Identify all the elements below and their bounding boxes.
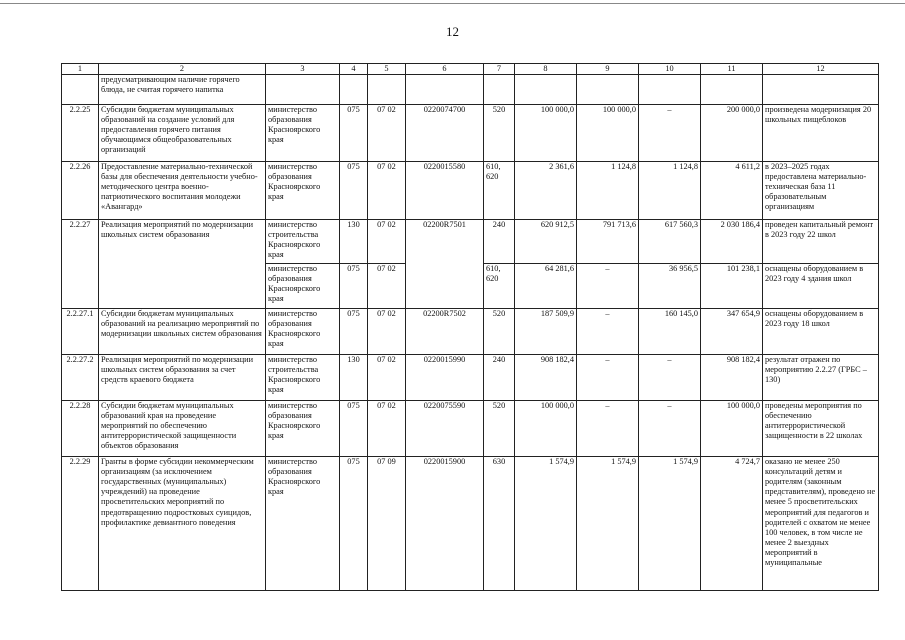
cell-id: 2.2.27.1 [62,309,99,355]
cell-year-1: 100 000,0 [515,105,577,162]
cell-year-2: – [577,309,639,355]
cell-expense-type: 610, 620 [484,162,515,220]
cell-grbs-code: 075 [340,162,368,220]
cell-year-2: – [577,355,639,401]
cell-id: 2.2.27.2 [62,355,99,401]
cell-total: 908 182,4 [701,355,763,401]
header-cell: 5 [368,64,406,75]
cell-target: 02200R7502 [406,309,484,355]
cell-section: 07 09 [368,457,406,591]
cell-grbs-code: 075 [340,309,368,355]
cell-id: 2.2.25 [62,105,99,162]
cell-grbs-code: 075 [340,457,368,591]
cell-grbs: министерство образования Красноярского края [266,162,340,220]
cell-year-1: 64 281,6 [515,264,577,309]
cell-year-1: 2 361,6 [515,162,577,220]
cell-total: 100 000,0 [701,401,763,457]
cell-total: 4 724,7 [701,457,763,591]
cell-target: 0220015900 [406,457,484,591]
cell-grbs: министерство образования Красноярского края [266,309,340,355]
cell-section: 07 02 [368,309,406,355]
cell-expense-type: 240 [484,355,515,401]
cell-name: Реализация мероприятий по модернизации школьных систем образования за счет средств краевого бюджета [99,355,266,401]
cell-target: 0220015580 [406,162,484,220]
cell-year-2: 1 124,8 [577,162,639,220]
cell-year-3: 1 574,9 [639,457,701,591]
cell-name: предусматривающим наличие горячего блюда, не считая горячего напитка [99,75,266,105]
cell-total: 347 654,9 [701,309,763,355]
cell-result: в 2023–2025 годах предоставлена материально-техническая база 11 образовательным организациям [763,162,879,220]
header-cell: 8 [515,64,577,75]
cell-expense-type: 520 [484,309,515,355]
cell-grbs: министерство образования Красноярского края [266,401,340,457]
cell-grbs-code: 130 [340,355,368,401]
budget-table [61,63,879,591]
header-cell: 6 [406,64,484,75]
cell-name: Субсидии бюджетам муниципальных образований на реализацию мероприятий по модернизации школьных систем образования [99,309,266,355]
cell-grbs: министерство образования Красноярского края [266,457,340,591]
cell-result: результат отражен по мероприятию 2.2.27 (ГРБС – 130) [763,355,879,401]
cell-id: 2.2.26 [62,162,99,220]
cell-year-3: 160 145,0 [639,309,701,355]
cell-result: оснащены оборудованием в 2023 году 4 здания школ [763,264,879,309]
cell-grbs-code: 075 [340,401,368,457]
table-row [62,162,879,220]
cell-year-3: – [639,401,701,457]
cell-name: Субсидии бюджетам муниципальных образований на создание условий для предоставления горячего питания обучающимся общеобразовательных организаций [99,105,266,162]
cell-total: 200 000,0 [701,105,763,162]
cell-grbs: министерство образования Красноярского края [266,264,340,309]
cell-year-1: 908 182,4 [515,355,577,401]
cell-year-3: 617 560,3 [639,220,701,264]
cell-year-3: – [639,355,701,401]
cell-name: Предоставление материально-технической базы для обеспечения деятельности учебно-методического центра военно-патриотического воспитания молодежи «Авангард» [99,162,266,220]
cell-id: 2.2.28 [62,401,99,457]
cell-section: 07 02 [368,162,406,220]
header-cell: 4 [340,64,368,75]
page-number: 12 [446,24,459,39]
cell-year-2: 791 713,6 [577,220,639,264]
cell-id: 2.2.29 [62,457,99,591]
header-cell: 7 [484,64,515,75]
cell-expense-type: 520 [484,105,515,162]
cell-target: 0220074700 [406,105,484,162]
cell-total: 4 611,2 [701,162,763,220]
header-cell: 10 [639,64,701,75]
cell-target: 0220015990 [406,355,484,401]
cell-year-2: – [577,264,639,309]
table-row [62,457,879,591]
cell-grbs-code: 130 [340,220,368,264]
cell-target: 0220075590 [406,401,484,457]
header-cell: 3 [266,64,340,75]
cell-grbs: министерство строительства Красноярского края [266,355,340,401]
cell-section: 07 02 [368,105,406,162]
table-row [62,105,879,162]
cell-total: 2 030 186,4 [701,220,763,264]
cell-expense-type: 520 [484,401,515,457]
cell-year-3: 36 956,5 [639,264,701,309]
table-header-row [62,64,879,75]
header-cell: 11 [701,64,763,75]
top-border-line [0,3,905,4]
cell-grbs-code: 075 [340,105,368,162]
header-cell: 12 [763,64,879,75]
cell-grbs: министерство строительства Красноярского края [266,220,340,264]
table-row-continuation [62,75,879,105]
cell-result: оказано не менее 250 консультаций детям и родителям (законным представителям), проведено не менее 5 просветительских мероприятий для педагогов и родителей с охватом не менее 100 человек, в том числе не менее 2 выездных мероприятий в муниципальные [763,457,879,591]
table-row [62,309,879,355]
cell-year-2: 1 574,9 [577,457,639,591]
cell-year-3: 1 124,8 [639,162,701,220]
cell-name: Реализация мероприятий по модернизации школьных систем образования [99,220,266,309]
cell-year-2: 100 000,0 [577,105,639,162]
cell-name: Гранты в форме субсидии некоммерческим организациям (за исключением государственных (муниципальных) учреждений) на проведение просветительских мероприятий по предотвращению подростковых суицидов, профилактике девиантного поведения [99,457,266,591]
cell-expense-type: 630 [484,457,515,591]
cell-section: 07 02 [368,264,406,309]
cell-total: 101 238,1 [701,264,763,309]
cell-year-3: – [639,105,701,162]
table-row [62,220,879,264]
cell-section: 07 02 [368,355,406,401]
cell-year-2: – [577,401,639,457]
cell-section: 07 02 [368,220,406,264]
cell-result: произведена модернизация 20 школьных пищеблоков [763,105,879,162]
cell-section: 07 02 [368,401,406,457]
cell-year-1: 1 574,9 [515,457,577,591]
cell-year-1: 620 912,5 [515,220,577,264]
header-cell: 1 [62,64,99,75]
cell-expense-type: 240 [484,220,515,264]
cell-grbs-code: 075 [340,264,368,309]
cell-expense-type: 610, 620 [484,264,515,309]
header-cell: 2 [99,64,266,75]
table-row [62,401,879,457]
cell-result: проведен капитальный ремонт в 2023 году 22 школ [763,220,879,264]
header-cell: 9 [577,64,639,75]
cell-name: Субсидии бюджетам муниципальных образований края на проведение мероприятий по обеспечению антитеррористической защищенности объектов образования [99,401,266,457]
cell-year-1: 187 509,9 [515,309,577,355]
cell-year-1: 100 000,0 [515,401,577,457]
table-row [62,355,879,401]
cell-id: 2.2.27 [62,220,99,309]
cell-result: проведены мероприятия по обеспечению антитеррористической защищенности в 22 школах [763,401,879,457]
cell-target: 02200R7501 [406,220,484,309]
cell-result: оснащены оборудованием в 2023 году 18 школ [763,309,879,355]
cell-grbs: министерство образования Красноярского края [266,105,340,162]
